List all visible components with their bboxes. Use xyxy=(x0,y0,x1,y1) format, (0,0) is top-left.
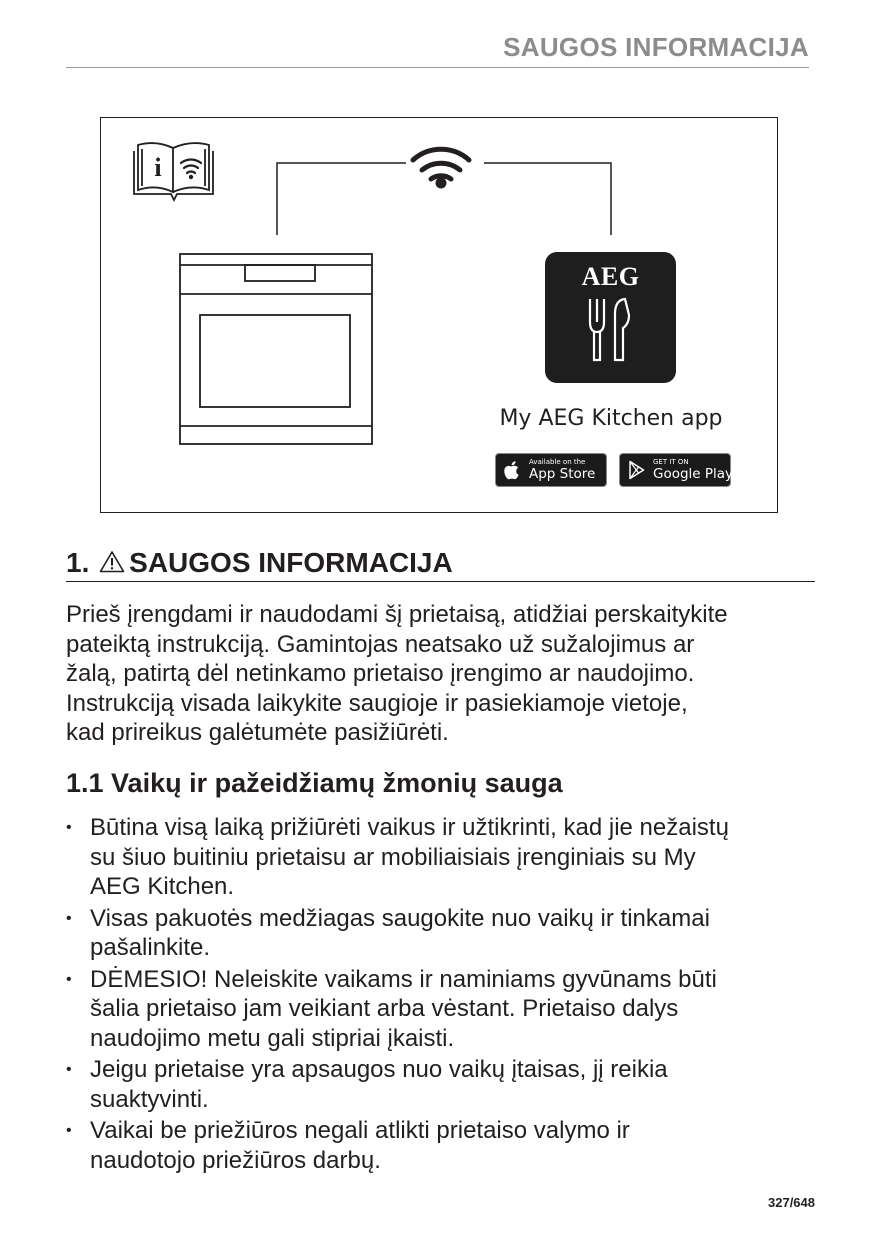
bullet-marker: • xyxy=(66,1122,72,1139)
appstore-big-text: App Store xyxy=(529,466,596,482)
googleplay-big-text: Google Play xyxy=(653,466,734,482)
list-item xyxy=(66,904,826,963)
fork-knife-icon xyxy=(545,252,676,383)
safety-bullet-list xyxy=(66,813,826,1177)
warning-triangle-icon xyxy=(99,550,125,573)
app-store-badge[interactable] xyxy=(495,453,607,487)
list-item-line: šalia prietaiso jam veikiant arba vėstant. Prietaiso dalys xyxy=(90,995,679,1022)
aeg-app-icon xyxy=(545,252,676,383)
connectivity-illustration xyxy=(100,117,778,513)
bullet-marker: • xyxy=(66,970,72,988)
wifi-icon xyxy=(413,149,469,179)
list-item-line: Būtina visą laiką prižiūrėti vaikus ir užtikrinti, kad jie nežaistų xyxy=(90,814,729,841)
page-header-title: SAUGOS INFORMACIJA xyxy=(503,32,809,62)
manual-book-wifi-icon xyxy=(134,143,213,200)
list-item-line: naudotojo priežiūros darbų. xyxy=(90,1146,381,1174)
section-title: SAUGOS INFORMACIJA xyxy=(129,547,453,578)
connection-line-app xyxy=(484,163,611,235)
section-divider xyxy=(66,581,815,582)
list-item-line: pašalinkite. xyxy=(90,934,211,961)
wifi-icon-dot xyxy=(436,178,447,189)
intro-line: Prieš įrengdami ir naudodami šį prietaisą, atidžiai perskaitykite xyxy=(66,601,728,628)
intro-line: žalą, patirtą dėl netinkamo prietaiso įrengimo ar naudojimo. xyxy=(66,660,695,687)
list-item-line: Jeigu prietaise yra apsaugos nuo vaikų įtaisas, jį reikia xyxy=(90,1056,668,1083)
bullet-marker: • xyxy=(66,1061,72,1078)
intro-paragraph xyxy=(66,600,826,748)
section-number: 1. xyxy=(66,547,90,578)
manual-wifi-mini-icon xyxy=(181,159,201,173)
list-item-line: su šiuo buitiniu prietaisu ar mobiliaisiais įrenginiais su My xyxy=(90,843,696,871)
page-number: 327/648 xyxy=(768,1195,815,1210)
list-item-line: naudojimo metu gali stipriai įkaisti. xyxy=(90,1024,455,1052)
apple-icon xyxy=(503,460,521,480)
google-play-icon xyxy=(627,460,647,480)
intro-line: kad prireikus galėtumėte pasižiūrėti. xyxy=(66,719,449,746)
intro-line: Instrukciją visada laikykite saugioje ir pasiekiamoje vietoje, xyxy=(66,689,688,717)
connection-line-oven xyxy=(277,163,406,235)
subsection-heading: 1.1 Vaikų ir pažeidžiamų žmonių sauga xyxy=(66,768,563,798)
list-item xyxy=(66,1055,826,1114)
bullet-marker: • xyxy=(66,909,72,927)
section-heading xyxy=(66,547,453,579)
list-item xyxy=(66,965,826,1054)
intro-line: pateiktą instrukciją. Gamintojas neatsako už sužalojimus ar xyxy=(66,630,695,658)
list-item-line: DĖMESIO! Neleiskite vaikams ir naminiams gyvūnams būti xyxy=(90,965,717,993)
appstore-small-text: Available on the xyxy=(529,458,586,466)
header-divider xyxy=(66,67,809,68)
googleplay-small-text: GET IT ON xyxy=(653,458,689,466)
app-caption: My AEG Kitchen app xyxy=(499,406,723,431)
manual-info-letter: i xyxy=(154,153,162,182)
list-item-line: suaktyvinti. xyxy=(90,1085,209,1113)
list-item xyxy=(66,813,826,902)
oven-icon xyxy=(180,254,372,444)
list-item xyxy=(66,1116,826,1175)
app-brand-logo: AEG xyxy=(581,262,640,291)
google-play-badge[interactable] xyxy=(619,453,734,487)
list-item-line: Visas pakuotės medžiagas saugokite nuo vaikų ir tinkamai xyxy=(90,904,710,932)
list-item-line: AEG Kitchen. xyxy=(90,873,235,900)
list-item-line: Vaikai be priežiūros negali atlikti prietaiso valymo ir xyxy=(90,1117,630,1144)
bullet-marker: • xyxy=(66,819,72,836)
